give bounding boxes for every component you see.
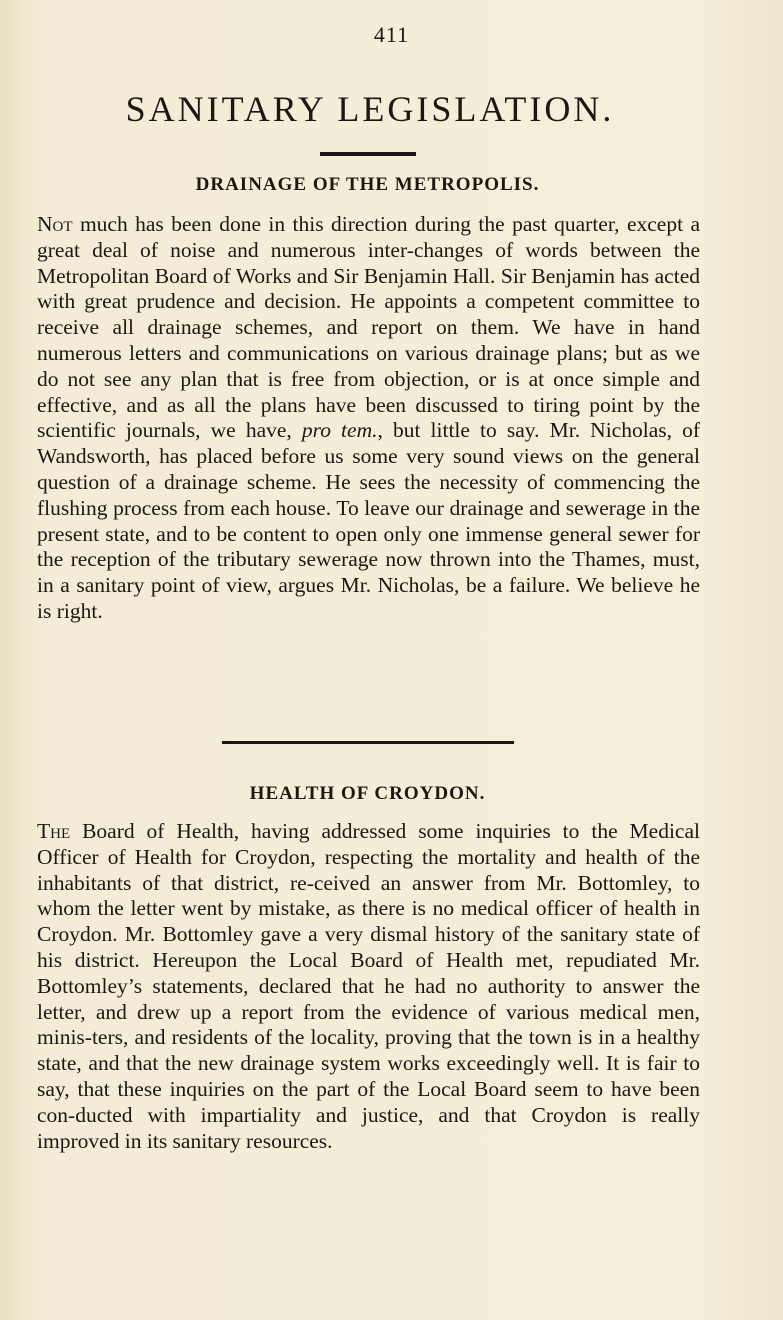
section-heading-drainage: DRAINAGE OF THE METROPOLIS. xyxy=(195,174,540,195)
lead-word: Not xyxy=(37,212,73,236)
body-text: Board of Health, having addressed some inquiries to the Medical Officer of Health for Croydon, respecting the mortality and health of the inhabitants of that district, re-ceived an answer from Mr. Bottomley, to whom the letter went by mistake, as there is no medical officer of health in Croydon. Mr. Bottomley gave a very dismal history of the sanitary state of his district. Hereupon the Local Board of Health met, repudiated Mr. Bottomley’s statements, declared that he had no authority to answer the letter, and drew up a report from the evidence of various medical men, minis-ters, and residents of the locality, proving that the town is in a healthy state, and that the new drainage system works exceedingly well. It is fair to say, that these inquiries on the part of the Local Board seem to have been con-ducted with impartiality and justice, and that Croydon is really improved in its sanitary resources. xyxy=(37,819,700,1153)
section-divider xyxy=(222,741,514,744)
section-body-drainage xyxy=(37,212,700,625)
section-body-croydon xyxy=(37,819,700,1154)
section-heading-croydon: HEALTH OF CROYDON. xyxy=(249,783,486,804)
page-title: SANITARY LEGISLATION. xyxy=(125,89,615,129)
title-divider xyxy=(320,152,416,156)
italic-phrase: pro tem. xyxy=(301,418,378,443)
body-text: much has been done in this direction during the past quarter, except a great deal of noise and numerous inter-changes of words between the Metropolitan Board of Works and Sir Benjamin Hall. Sir Benjamin has acted with great prudence and decision. He appoints a competent committee to receive all drainage schemes, and report on them. We have in hand numerous letters and communications on various drainage plans; but as we do not see any plan that is free from objection, or is at once simple and effective, and as all the plans have been discussed to tiring point by the scientific journals, we have, xyxy=(37,212,700,443)
lead-word: The xyxy=(37,819,71,843)
body-text: , but little to say. Mr. Nicholas, of Wandsworth, has placed before us some very sound views on the general question of a drainage scheme. He sees the necessity of commencing the flushing process from each house. To leave our drainage and sewerage in the present state, and to be content to open only one immense general sewer for the reception of the tributary sewerage now thrown into the Thames, must, in a sanitary point of view, argues Mr. Nicholas, be a failure. We believe he is right. xyxy=(37,418,700,623)
page-number: 411 xyxy=(373,22,410,47)
